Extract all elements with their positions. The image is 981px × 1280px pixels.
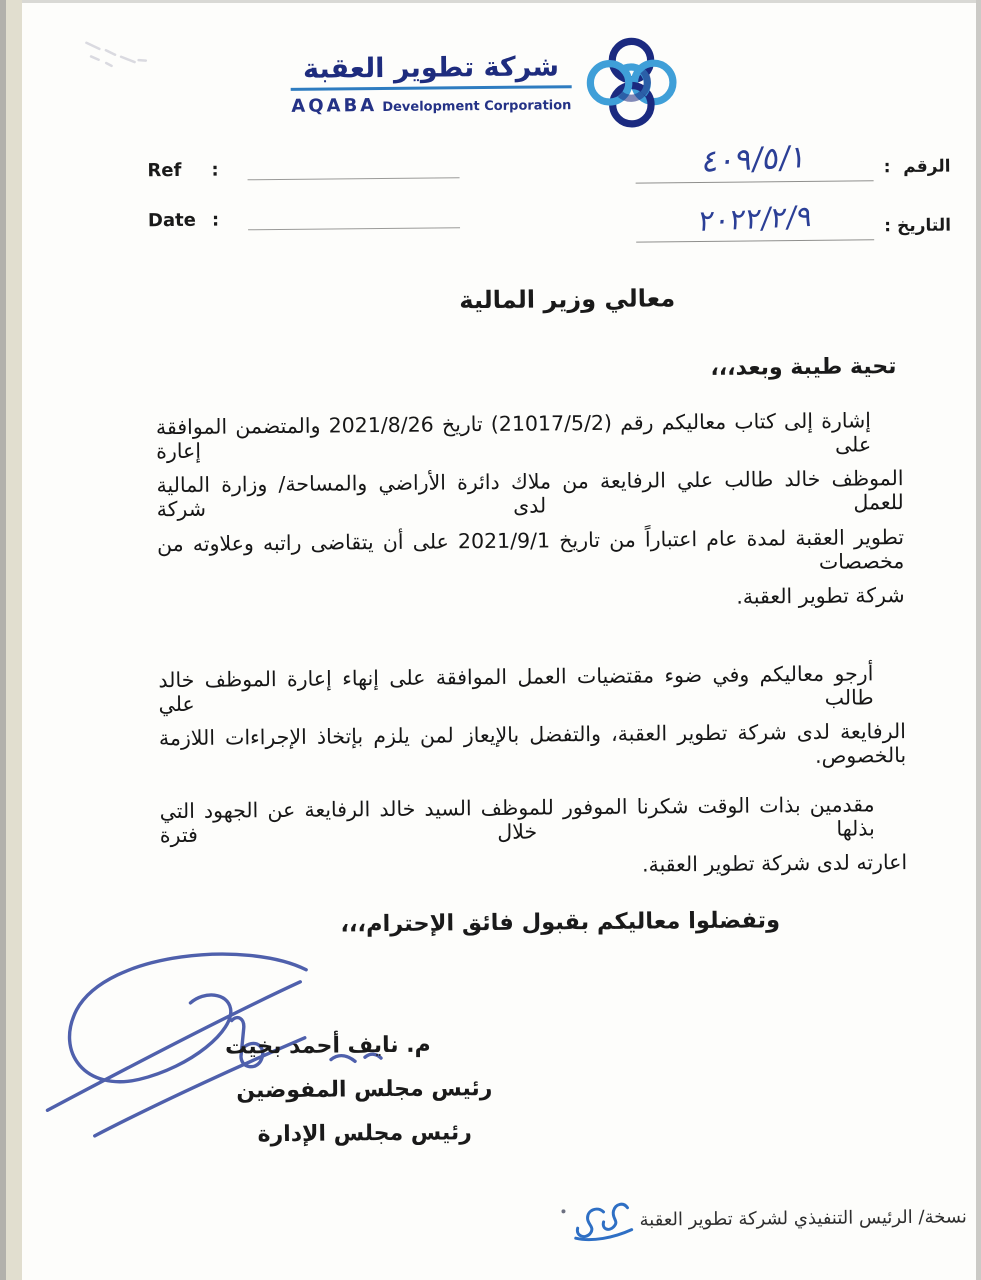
copy-note-row (561, 1191, 967, 1245)
date-row (148, 202, 460, 231)
adc-swirl-logo-icon (583, 34, 680, 131)
brand-rule (291, 86, 571, 92)
ref-date-block (147, 152, 460, 231)
ref-row (147, 152, 459, 181)
number-colon: : (883, 157, 891, 178)
salutation: تحية طيبة وبعد،،، (710, 354, 897, 381)
letterhead (0, 31, 976, 136)
date-row-ar (636, 195, 951, 243)
brand-english-wordmark (291, 94, 571, 118)
date-blank-line (248, 207, 460, 230)
ref-colon: : (211, 159, 219, 181)
number-value-line (635, 136, 873, 183)
date-colon-ar: : (884, 216, 892, 237)
brand-arabic-wordmark: شركة تطوير العقبة (302, 50, 560, 85)
date-value-line (636, 195, 874, 242)
signatory-name: م. نايف أحمد بخيت (224, 1032, 431, 1060)
body-line: إشارة إلى كتاب معاليكم رقم (21017/5/2) تاريخ 2021/8/26 والمتضمن الموافقة على إعارة (155, 408, 872, 464)
date-colon: : (211, 209, 220, 231)
signatory-title1: رئيس مجلس المفوضين (236, 1076, 493, 1104)
number-row (635, 136, 950, 184)
ink-dot (561, 1209, 565, 1213)
closing-line: وتفضلوا معاليكم بقبول فائق الإحترام،،، (340, 907, 781, 938)
ref-label: Ref (147, 159, 182, 182)
ref-blank-line (247, 157, 459, 180)
arabic-ref-date-block (635, 136, 951, 243)
date-label-ar: التاريخ (896, 215, 952, 237)
signatory-title2: رئيس مجلس الإدارة (257, 1120, 472, 1148)
brand-english-name: AQABA (291, 95, 378, 118)
body-line: الموظف خالد طالب علي الرفايعة من ملاك دائرة الأراضي والمساحة/ وزارة المالية للعمل لدى شركة (156, 466, 904, 522)
body-line: الرفايعة لدى شركة تطوير العقبة، والتفضل بالإيعاز لمن يلزم بإتخاذ الإجراءات اللازمة بالخصوص. (158, 719, 907, 769)
body-line: اعارته لدى شركة تطوير العقبة. (641, 850, 908, 877)
handwritten-date: ٢٠٢٢/٢/٩ (696, 198, 814, 238)
body-line: شركة تطوير العقبة. (736, 582, 905, 609)
handwritten-number: ٤٠٩/٥/١ (700, 139, 809, 180)
body-line: مقدمين بذات الوقت شكرنا الموفور للموظف السيد خالد الرفايعة عن الجهود التي بذلها خلال فترة (159, 792, 875, 847)
brand-english-suffix: Development Corporation (382, 98, 572, 116)
letter-body (156, 408, 908, 916)
body-line: تطوير العقبة لمدة عام اعتباراً من تاريخ 2021/9/1 على أن يتقاضى راتبه وعلاوته من مخصصات (156, 524, 905, 574)
letterhead-wordmark (291, 52, 572, 117)
body-line: أرجو معاليكم وفي ضوء مقتضيات العمل الموافقة على إنهاء إعارة الموظف خالد طالب علي (158, 661, 874, 717)
handwritten-initials (569, 1196, 635, 1245)
copy-note-text: نسخة/ الرئيس التنفيذي لشركة تطوير العقبة (639, 1205, 967, 1231)
recipient-title: معالي وزير المالية (459, 284, 676, 315)
number-label-ar: الرقم (903, 156, 951, 178)
signature-block (184, 1028, 545, 1163)
date-label: Date (147, 209, 196, 232)
